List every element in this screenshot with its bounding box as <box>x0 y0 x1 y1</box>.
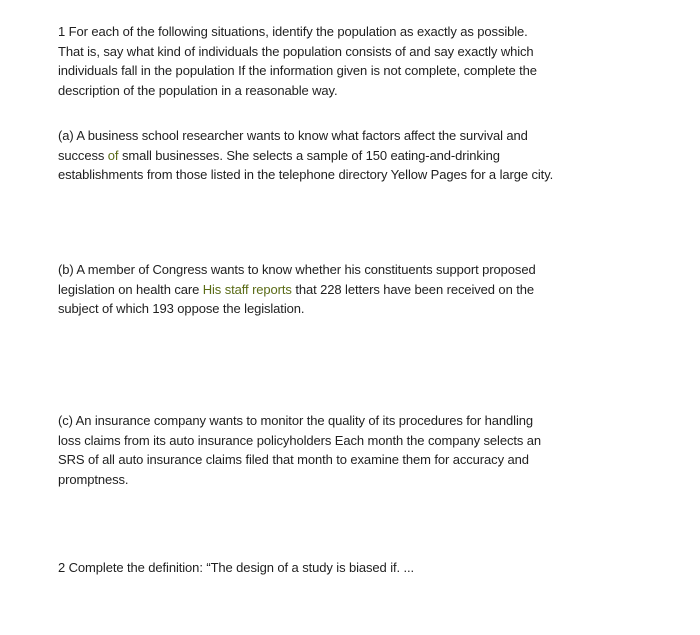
question-1-part-c <box>58 411 658 489</box>
text-line: description of the population in a reasonable way. <box>58 82 338 98</box>
text-line <box>58 280 658 300</box>
text-fragment: small businesses. She selects a sample of 150 eating-and-drinking <box>118 147 500 163</box>
highlighted-text: His staff reports <box>202 281 292 297</box>
question-1-part-a <box>58 126 658 185</box>
text-line: (b) A member of Congress wants to know whether his constituents support proposed <box>58 262 536 277</box>
text-fragment: legislation on health care <box>58 281 203 297</box>
text-line <box>58 146 658 166</box>
text-line: establishments from those listed in the telephone directory Yellow Pages for a large city. <box>58 167 554 182</box>
highlighted-text: of <box>107 147 119 163</box>
text-line: loss claims from its auto insurance policyholders Each month the company selects an <box>58 432 542 448</box>
question-1-intro <box>58 22 658 100</box>
text-line: SRS of all auto insurance claims filed that month to examine them for accuracy and <box>58 452 529 467</box>
text-fragment: that 228 letters have been received on the <box>291 281 534 297</box>
text-line: subject of which 193 oppose the legislation. <box>58 301 305 316</box>
text-line: (a) A business school researcher wants to know what factors affect the survival and <box>58 128 528 143</box>
text-line: (c) An insurance company wants to monitor the quality of its procedures for handling <box>58 413 534 428</box>
question-1-part-b <box>58 260 658 319</box>
question-2 <box>58 558 658 578</box>
text-line: 2 Complete the definition: “The design of a study is biased if. ... <box>58 560 415 575</box>
text-line: individuals fall in the population If the information given is not complete, complete the <box>58 63 537 78</box>
text-line: promptness. <box>58 471 129 487</box>
text-line: That is, say what kind of individuals the population consists of and say exactly which <box>58 43 534 59</box>
text-line: 1 For each of the following situations, identify the population as exactly as possible. <box>58 24 528 39</box>
text-fragment: success <box>58 147 108 163</box>
